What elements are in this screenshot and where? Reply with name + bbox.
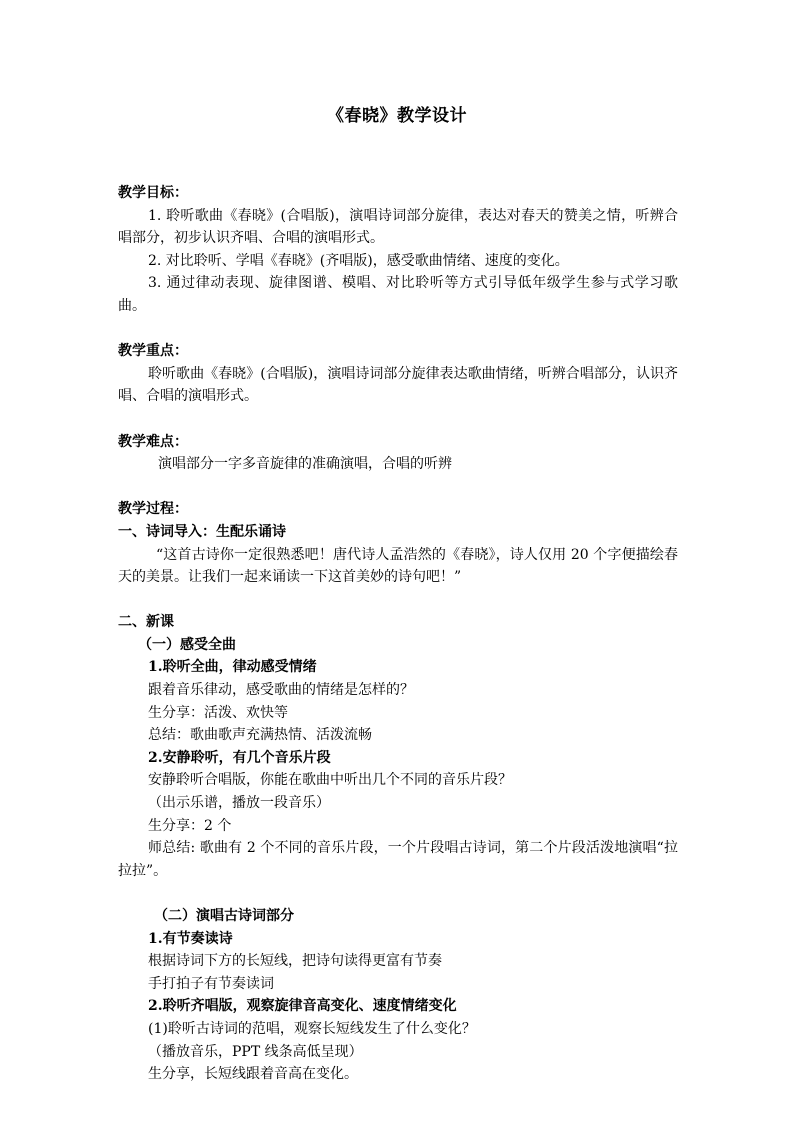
sec2-step2-line-2: （播放音乐，PPT 线条高低呈现） bbox=[148, 1043, 363, 1060]
document-title: 《春晓》教学设计 bbox=[327, 106, 467, 126]
goal-item-2: 2. 对比聆听、学唱《春晓》(齐唱版)，感受歌曲情绪、速度的变化。 bbox=[148, 252, 569, 269]
part1-heading: 一、诗词导入：生配乐诵诗 bbox=[118, 523, 286, 540]
spacer bbox=[118, 318, 678, 341]
goal-item-1: 1. 聆听歌曲《春晓》(合唱版)，演唱诗词部分旋律，表达对春天的赞美之情，听辨合唱部分，初步认识齐唱、合唱的演唱形式。 bbox=[118, 207, 678, 247]
sec2-step2-heading: 2.聆听齐唱版，观察旋律音高变化、速度情绪变化 bbox=[148, 998, 457, 1015]
process-heading: 教学过程： bbox=[118, 501, 188, 518]
sec1-step2-heading: 2.安静聆听，有几个音乐片段 bbox=[148, 749, 331, 766]
sec1-step2-line-3: 生分享：2 个 bbox=[148, 817, 232, 834]
part1-text: “这首古诗你一定很熟悉吧！唐代诗人孟浩然的《春晓》，诗人仅用 20 个字便描绘春天的美景。让我们一起来诵读一下这首美妙的诗句吧！” bbox=[118, 546, 678, 586]
spacer bbox=[118, 882, 678, 905]
difficulties-heading: 教学难点： bbox=[118, 433, 188, 450]
difficulties-text: 演唱部分一字多音旋律的准确演唱，合唱的听辨 bbox=[158, 456, 452, 473]
key-points-text: 聆听歌曲《春晓》(合唱版)，演唱诗词部分旋律表达歌曲情绪，听辨合唱部分，认识齐唱、合唱的演唱形式。 bbox=[118, 365, 678, 405]
spacer bbox=[118, 476, 678, 499]
sec1-step1-line-1: 跟着音乐律动，感受歌曲的情绪是怎样的？ bbox=[148, 682, 414, 699]
spacer bbox=[118, 589, 678, 612]
sec1-step1-heading: 1.聆听全曲，律动感受情绪 bbox=[148, 659, 317, 676]
sec1-step2-summary: 师总结: 歌曲有 2 个不同的音乐片段，一个片段唱古诗词，第二个片段活泼地演唱“拉拉拉”。 bbox=[118, 840, 678, 879]
sec2-step2-line-1: (1)聆听古诗词的范唱，观察长短线发生了什么变化？ bbox=[148, 1020, 476, 1037]
sec1-step1-line-2: 生分享：活泼、欢快等 bbox=[148, 704, 288, 721]
document-body bbox=[118, 182, 678, 1086]
sec2-heading: （二）演唱古诗词部分 bbox=[154, 908, 294, 924]
sec2-step1-heading: 1.有节奏读诗 bbox=[148, 930, 233, 947]
sec1-step2-line-1: 安静聆听合唱版，你能在歌曲中听出几个不同的音乐片段？ bbox=[148, 772, 512, 789]
spacer bbox=[118, 408, 678, 431]
sec2-step2-line-3: 生分享，长短线跟着音高在变化。 bbox=[148, 1066, 358, 1083]
part2-heading: 二、新课 bbox=[118, 614, 174, 631]
sec2-step1-line-1: 根据诗词下方的长短线，把诗句读得更富有节奏 bbox=[148, 953, 442, 970]
goals-heading: 教学目标： bbox=[118, 185, 188, 201]
sec1-step1-line-3: 总结：歌曲歌声充满热情、活泼流畅 bbox=[148, 727, 372, 744]
key-points-heading: 教学重点： bbox=[118, 343, 188, 360]
sec1-heading: （一）感受全曲 bbox=[138, 636, 236, 653]
goal-item-3: 3. 通过律动表现、旋律图谱、模唱、对比聆听等方式引导低年级学生参与式学习歌曲。 bbox=[118, 275, 678, 314]
sec1-step2-line-2: （出示乐谱，播放一段音乐） bbox=[148, 795, 330, 812]
sec2-step1-line-2: 手打拍子有节奏读词 bbox=[148, 975, 274, 992]
